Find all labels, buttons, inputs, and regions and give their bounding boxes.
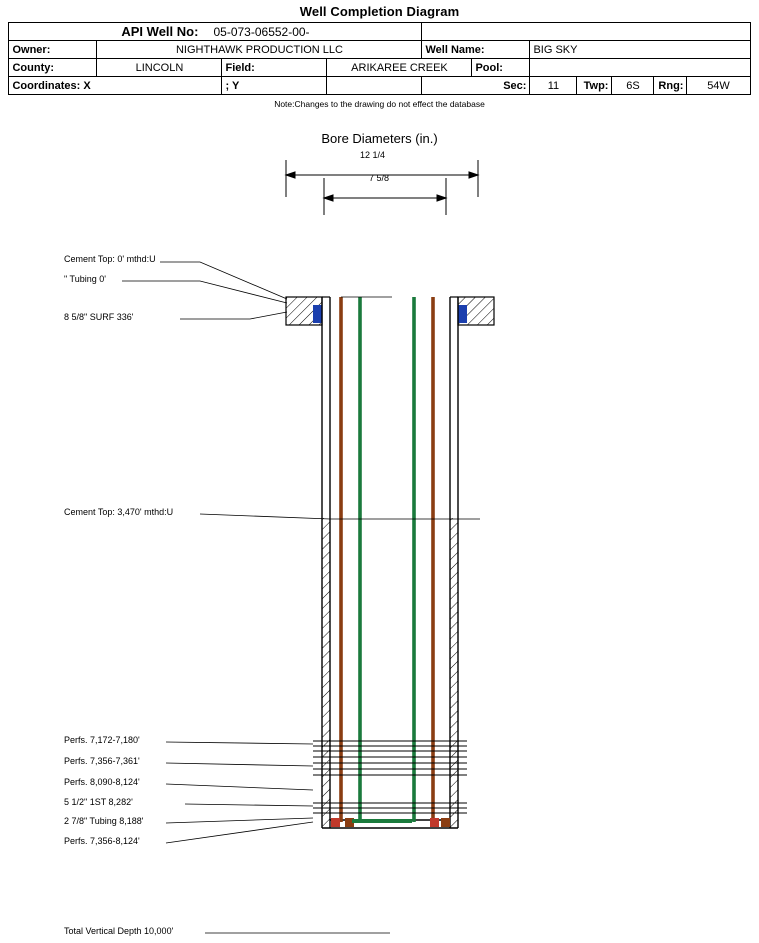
annotation-cement-top-0: Cement Top: 0' mthd:U bbox=[64, 254, 156, 264]
api-label: API Well No: bbox=[121, 24, 199, 39]
owner-value: NIGHTHAWK PRODUCTION LLC bbox=[97, 41, 422, 59]
annotation-tubing-0: " Tubing 0' bbox=[64, 274, 106, 284]
pool-label: Pool: bbox=[472, 59, 530, 77]
drawing-note: Note:Changes to the drawing do not effect the database bbox=[274, 99, 485, 109]
sec-label: Sec: bbox=[422, 77, 530, 95]
well-name-label: Well Name: bbox=[422, 41, 530, 59]
annotation-surface-casing: 8 5/8" SURF 336' bbox=[64, 312, 134, 322]
field-label: Field: bbox=[222, 59, 327, 77]
county-label: County: bbox=[9, 59, 97, 77]
annotation-perfs-7356-8124: Perfs. 7,356-8,124' bbox=[64, 836, 140, 846]
cement-column-left bbox=[322, 518, 330, 828]
twp-value: 6S bbox=[612, 77, 654, 95]
well-header-table bbox=[8, 22, 750, 95]
coordinates-label: Coordinates: X bbox=[9, 77, 222, 95]
annotation-cement-top-3470: Cement Top: 3,470' mthd:U bbox=[64, 507, 174, 517]
annotation-total-vertical-depth: Total Vertical Depth 10,000' bbox=[64, 926, 174, 936]
table-row bbox=[9, 77, 750, 95]
annotation-perfs-8090: Perfs. 8,090-8,124' bbox=[64, 777, 140, 787]
api-value: 05-073-06552-00- bbox=[213, 25, 310, 39]
cement-marker-left bbox=[313, 305, 322, 323]
cement-column-right bbox=[450, 518, 458, 828]
perforation-bands bbox=[313, 741, 467, 813]
sec-value: 11 bbox=[530, 77, 577, 95]
annotation-perfs-7172: Perfs. 7,172-7,180' bbox=[64, 735, 140, 745]
twp-label: Twp: bbox=[577, 77, 612, 95]
surface-casing-right bbox=[458, 297, 494, 325]
annotation-production-casing: 5 1/2" 1ST 8,282' bbox=[64, 797, 133, 807]
annotation-perfs-7356-7361: Perfs. 7,356-7,361' bbox=[64, 756, 140, 766]
bore-inner-diameter-label: 7 5/8 bbox=[369, 173, 390, 183]
table-row bbox=[9, 41, 750, 59]
bore-diameters-title: Bore Diameters (in.) bbox=[321, 131, 438, 146]
annotation-tubing-8188: 2 7/8" Tubing 8,188' bbox=[64, 816, 144, 826]
pool-value bbox=[530, 59, 750, 77]
table-row bbox=[9, 59, 750, 77]
county-value: LINCOLN bbox=[97, 59, 222, 77]
rng-label: Rng: bbox=[654, 77, 687, 95]
bottom-assembly bbox=[331, 818, 450, 827]
coordinates-y-label: ; Y bbox=[222, 77, 327, 95]
well-name-value: BIG SKY bbox=[530, 41, 750, 59]
api-blank-cell bbox=[422, 23, 750, 41]
surface-casing-left bbox=[286, 297, 322, 325]
owner-label: Owner: bbox=[9, 41, 97, 59]
bore-outer-diameter-label: 12 1/4 bbox=[360, 150, 386, 160]
coordinates-y-value bbox=[327, 77, 422, 95]
page-title: Well Completion Diagram bbox=[299, 4, 460, 19]
rng-value: 54W bbox=[687, 77, 750, 95]
table-row bbox=[9, 23, 750, 41]
field-value: ARIKAREE CREEK bbox=[327, 59, 472, 77]
cement-marker-right bbox=[458, 305, 467, 323]
leader-lines bbox=[122, 262, 480, 933]
bore-dimension-inner bbox=[324, 178, 446, 215]
api-label-cell bbox=[9, 23, 422, 41]
production-casing-walls bbox=[322, 297, 458, 828]
tubing-strings bbox=[341, 297, 433, 822]
